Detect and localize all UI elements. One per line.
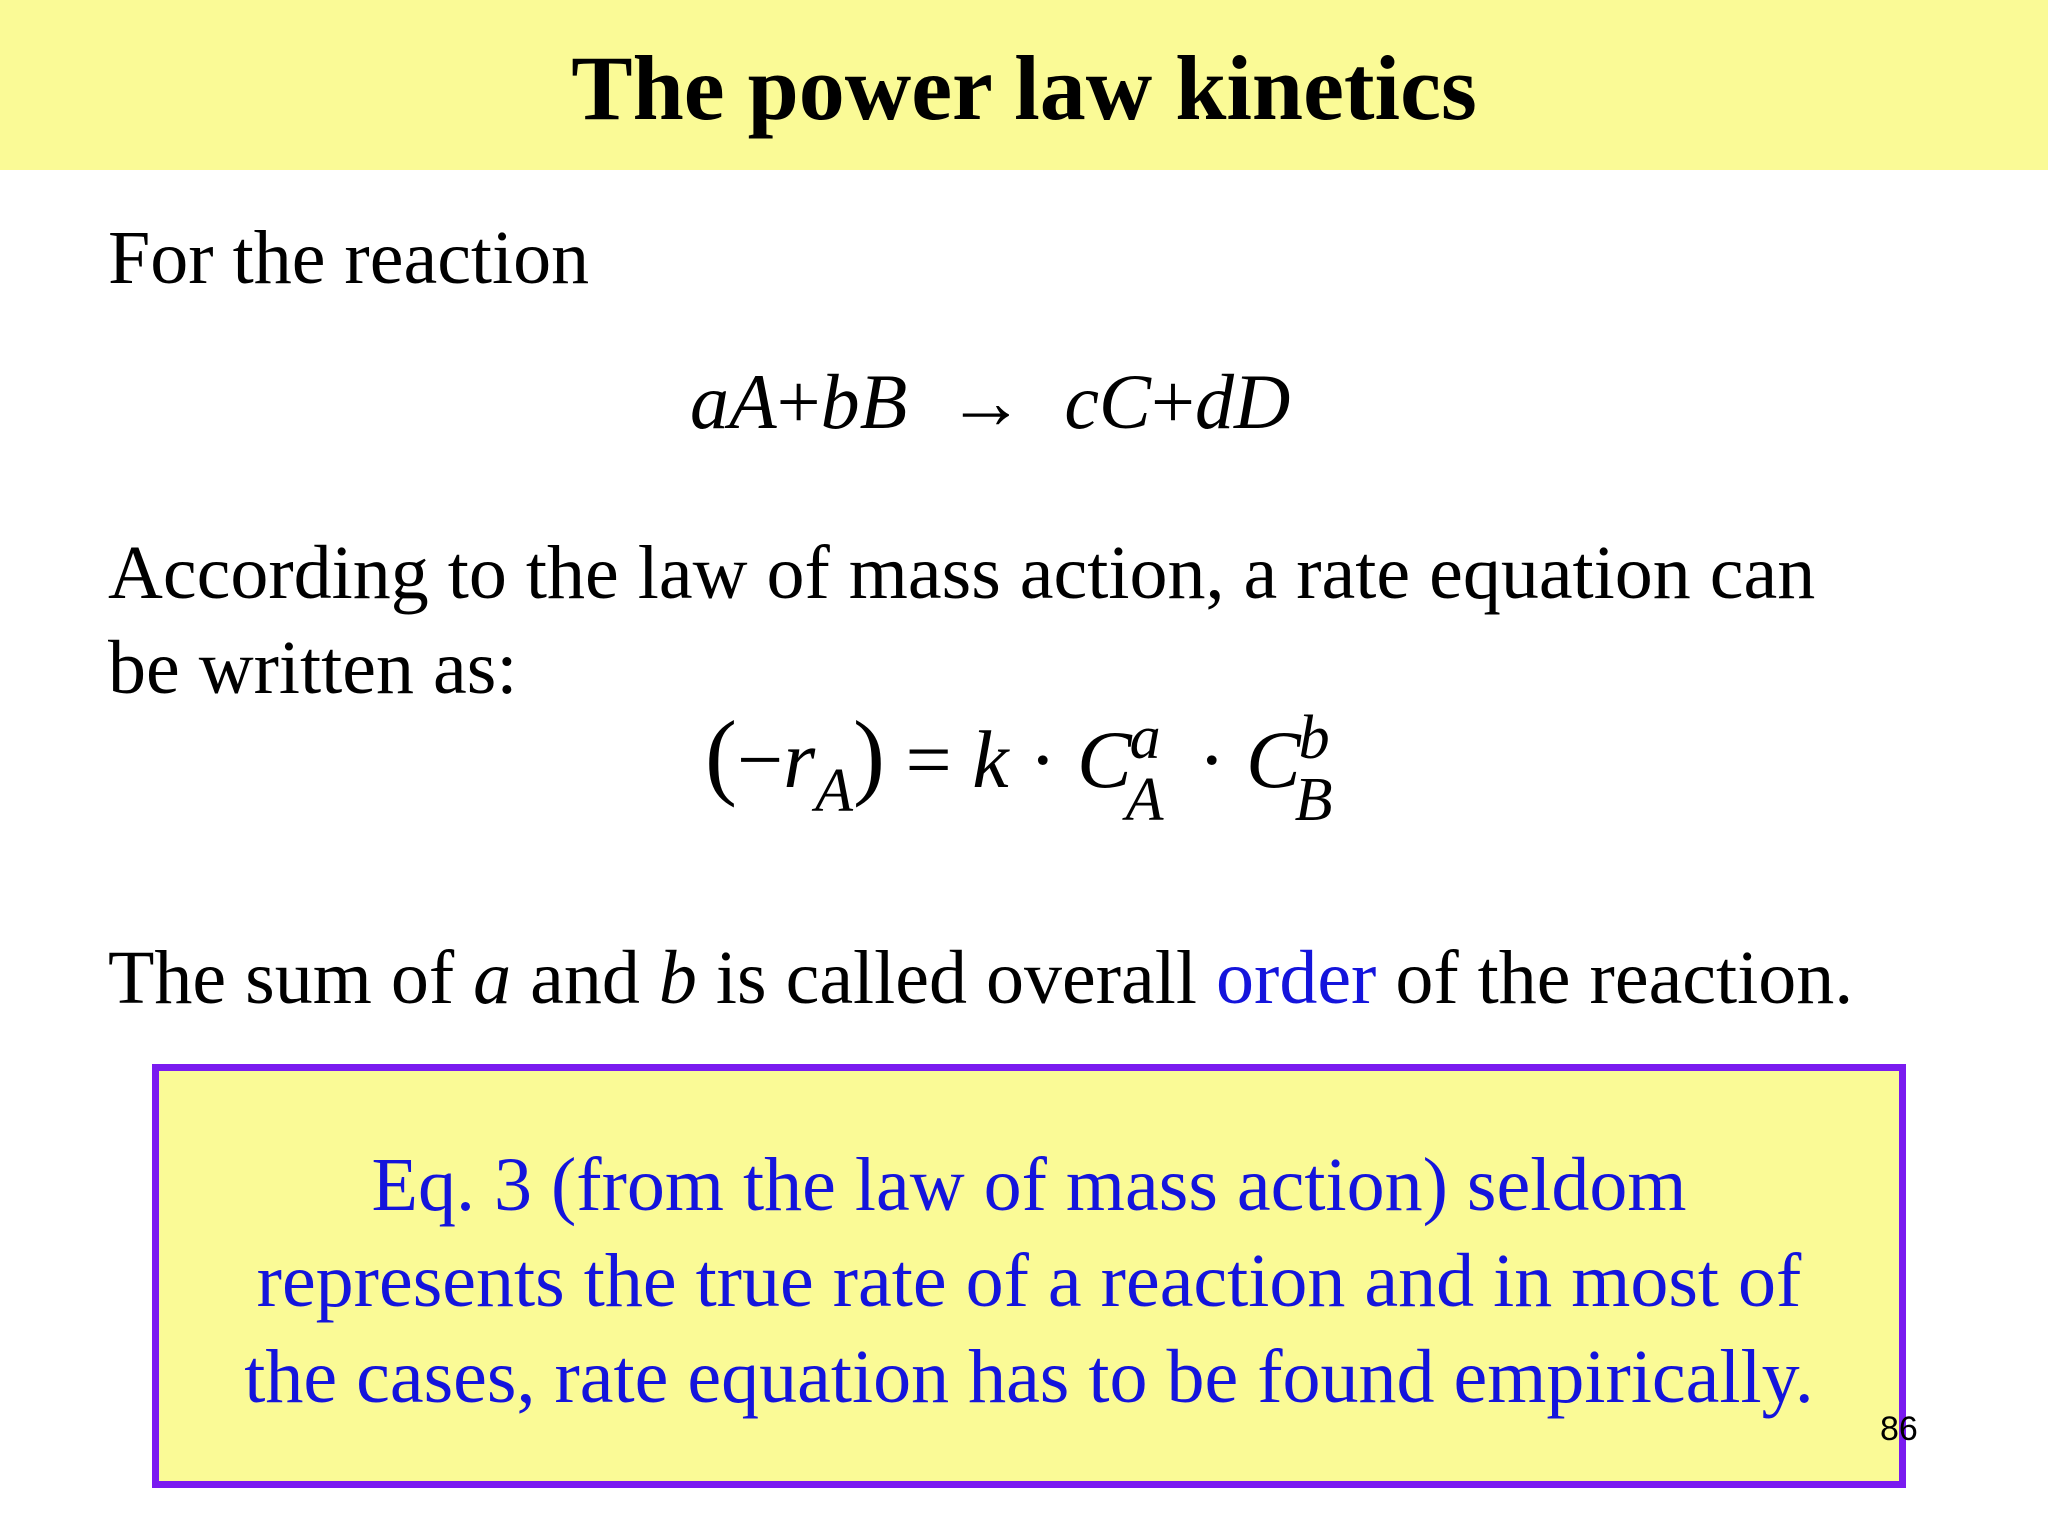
product-c: cC [1064,358,1151,445]
exponent-b: b [1298,704,1330,773]
rate-constant: k [972,714,1009,805]
subscript-a: A [1125,766,1164,835]
reactant-a: aA [690,358,777,445]
symbol-a: a [473,936,512,1020]
note-box [152,1064,1906,1488]
equals-sign: = [905,714,952,805]
note-line-1: Eq. 3 (from the law of mass action) seldom [371,1143,1687,1227]
open-paren: ( [705,701,737,808]
exponent-a: a [1129,704,1161,773]
reactant-b: bB [820,358,908,445]
concentration-b: C [1245,714,1301,805]
subscript-b: B [1294,766,1333,835]
order-text-3: is called overall [696,936,1217,1020]
mass-action-line-1: According to the law of mass action, a rate equation can [108,531,1816,615]
page-number: 86 [1880,1410,1918,1448]
rate-subscript: A [815,757,854,825]
multiply-dot: · [1029,714,1057,805]
rate-symbol: r [783,714,816,805]
symbol-b: b [658,936,697,1020]
reaction-arrow: → [946,358,1025,445]
intro-text: For the reaction [108,216,590,300]
multiply-dot: · [1198,714,1226,805]
rate-equation [705,701,1347,835]
order-sentence [108,930,1853,1026]
note-text [159,1137,1899,1425]
concentration-a: C [1076,714,1132,805]
product-d: dD [1194,358,1291,445]
reaction-equation [690,352,1290,452]
note-line-3: the cases, rate equation has to be found empirically. [244,1335,1814,1419]
slide-title: The power law kinetics [571,37,1477,139]
plus-sign: + [1150,358,1195,445]
close-paren: ) [853,701,885,808]
mass-action-line-2: be written as: [108,626,518,710]
order-keyword: order [1216,936,1377,1020]
plus-sign: + [776,358,821,445]
minus-sign: − [736,714,784,805]
note-line-2: represents the true rate of a reaction and in most of [256,1239,1802,1323]
order-text-4: of the reaction. [1376,936,1854,1020]
order-text-2: and [511,936,659,1020]
order-text-1: The sum of [108,936,474,1020]
